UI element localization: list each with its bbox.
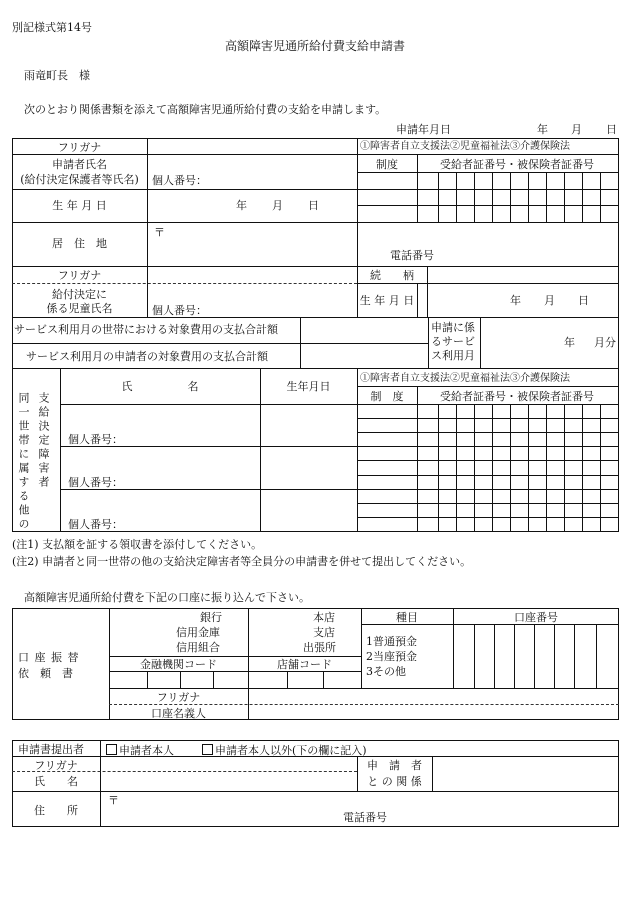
bank-type-bank: 銀行 [200,611,222,624]
account-type-2: 2当座預金 [366,650,417,663]
usage-year: 年 [564,336,575,349]
usage-month-suffix: 月分 [594,336,616,349]
option-other-label: 申請者本人以外(下の欄に記入) [215,744,367,757]
institution-code-label: 金融機関コード [140,658,217,671]
usage-month-label-2: るサービ [431,335,475,348]
applicant-dob-year: 年 [236,199,247,212]
child-name-label-1: 給付決定に [52,288,107,301]
bank-intro: 高額障害児通所給付費を下記の口座に振り込んで下さい。 [24,591,310,604]
household-personal-number-3: 個人番号： [68,518,123,531]
household-system-header: 制 度 [370,390,404,403]
option-self-label: 申請者本人 [119,744,174,757]
applicant-personal-number: 個人番号： [152,174,207,187]
household-laws: ①障害者自立支援法②児童福祉法③介護保険法 [360,373,570,384]
child-personal-number: 個人番号： [152,304,207,317]
application-date-label: 申請年月日 [396,123,451,136]
applicant-name-label: 申請者氏名 [52,158,107,171]
branch-type-sub: 出張所 [303,641,336,654]
child-dob-month: 月 [544,294,555,307]
bank-type-credit-bank: 信用金庫 [176,626,220,639]
household-side-label-2: 支給決定障害者 [37,392,50,490]
month-label: 月 [571,123,582,136]
form-title: 高額障害児通所給付費支給申請書 [224,39,405,53]
year-label: 年 [537,123,548,136]
account-number-header: 口座番号 [514,611,558,624]
submitter-furigana-label: フリガナ [34,759,78,772]
applicant-laws: ①障害者自立支援法②児童福祉法③介護保険法 [360,141,570,152]
household-personal-number-1: 個人番号： [68,433,123,446]
residence-phone-label: 電話番号 [390,249,434,262]
residence-label: 居 住 地 [52,237,107,250]
usage-month-label-1: 申請に係 [431,321,475,334]
submitter-label: 申請書提出者 [18,743,84,756]
submitter-option-self[interactable] [106,744,174,756]
usage-month-label-3: ス利用月 [431,349,475,362]
branch-type-branch: 支店 [313,626,335,639]
child-name-label-2: 係る児童氏名 [46,302,113,315]
applicant-total-label: サービス利用月の申請者の対象費用の支払合計額 [26,350,268,363]
submitter-phone-label: 電話番号 [343,811,387,824]
submitter-address-label: 住 所 [34,804,78,817]
relation-label-1: 申 請 者 [367,759,422,772]
child-dob-label: 生 年 月 日 [359,294,415,307]
applicant-dob-day: 日 [308,199,319,212]
recipient: 雨竜町長 様 [24,69,90,82]
child-dob-day: 日 [578,294,589,307]
submitter-name-label: 氏 名 [34,775,78,788]
submitter-option-other[interactable] [202,744,367,756]
child-furigana-label: フリガナ [57,269,102,282]
form-number: 別記様式第14号 [12,21,92,34]
bank-type-credit-union: 信用組合 [176,641,220,654]
holder-furigana-label: フリガナ [156,691,201,704]
intro-text: 次のとおり関係書類を添えて高額障害児通所給付費の支給を申請します。 [24,103,387,116]
applicant-furigana-label: フリガナ [57,141,102,154]
holder-name-label: 口座名義人 [151,707,206,720]
household-total-label: サービス利用月の世帯における対象費用の支払合計額 [14,323,278,336]
household-personal-number-2: 個人番号： [68,476,123,489]
account-type-1: 1普通預金 [366,635,417,648]
child-dob-year: 年 [510,294,521,307]
applicant-dob-month: 月 [272,199,283,212]
residence-postal-mark: 〒 [154,226,165,239]
bank-side-label-1: 口 座 振 替 [18,651,80,664]
applicant-dob-label: 生 年 月 日 [52,199,107,212]
applicant-name-sub: (給付決定保護者等氏名) [20,173,139,186]
checkbox-self[interactable] [106,744,117,755]
applicant-system-header: 制度 [376,158,398,171]
checkbox-other[interactable] [202,744,213,755]
note-1: (注1) 支払額を証する領収書を添付してください。 [12,538,263,551]
submitter-postal-mark: 〒 [108,794,119,807]
household-side-label-1: 同一世帯に属する他の [17,392,30,532]
bank-side-label-2: 依 頼 書 [18,667,73,680]
branch-code-label: 店舗コード [277,658,332,671]
day-label: 日 [606,123,617,136]
child-relation-label: 続 柄 [370,269,414,282]
applicant-cert-header: 受給者証番号・被保険者証番号 [440,158,594,171]
relation-label-2: と の 関 係 [367,775,422,788]
household-name-header: 氏 名 [121,380,199,393]
household-cert-header: 受給者証番号・被保険者証番号 [440,390,594,403]
household-dob-header: 生年月日 [286,380,331,393]
account-type-header: 種目 [396,611,418,624]
account-type-3: 3その他 [366,665,406,678]
note-2: (注2) 申請者と同一世帯の他の支給決定障害者等全員分の申請書を併せて提出してください。 [12,555,472,568]
branch-type-head: 本店 [313,611,335,624]
